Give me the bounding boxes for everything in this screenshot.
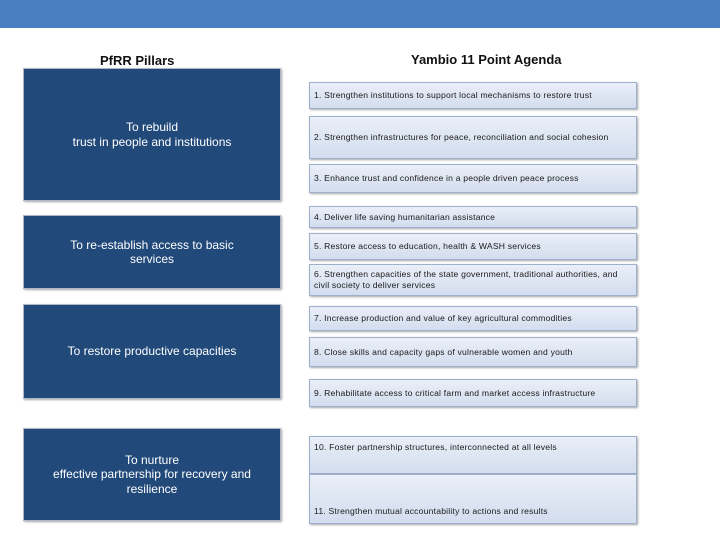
agenda-column-header: Yambio 11 Point Agenda bbox=[411, 52, 562, 67]
agenda-item-2: 2. Strengthen infrastructures for peace, reconciliation and social cohesion bbox=[309, 116, 637, 159]
pillar-rebuild-trust: To rebuild trust in people and institutions bbox=[23, 68, 281, 201]
agenda-item-9: 9. Rehabilitate access to critical farm and market access infrastructure bbox=[309, 379, 637, 407]
agenda-item-4: 4. Deliver life saving humanitarian assistance bbox=[309, 206, 637, 228]
pillars-column-header: PfRR Pillars bbox=[100, 53, 175, 68]
pillar-effective-partnership: To nurture effective partnership for recovery and resilience bbox=[23, 428, 281, 521]
pillar-basic-services: To re-establish access to basic services bbox=[23, 215, 281, 289]
agenda-item-7: 7. Increase production and value of key agricultural commodities bbox=[309, 306, 637, 331]
agenda-item-5: 5. Restore access to education, health & WASH services bbox=[309, 233, 637, 260]
agenda-item-11: 11. Strengthen mutual accountability to actions and results bbox=[309, 474, 637, 524]
agenda-item-8: 8. Close skills and capacity gaps of vulnerable women and youth bbox=[309, 337, 637, 367]
agenda-item-6: 6. Strengthen capacities of the state government, traditional authorities, and civil society to deliver services bbox=[309, 264, 637, 296]
agenda-item-10: 10. Foster partnership structures, interconnected at all levels bbox=[309, 436, 637, 474]
top-banner bbox=[0, 0, 720, 28]
agenda-item-1: 1. Strengthen institutions to support local mechanisms to restore trust bbox=[309, 82, 637, 109]
agenda-item-3: 3. Enhance trust and confidence in a people driven peace process bbox=[309, 164, 637, 193]
pillar-productive-capacities: To restore productive capacities bbox=[23, 304, 281, 399]
